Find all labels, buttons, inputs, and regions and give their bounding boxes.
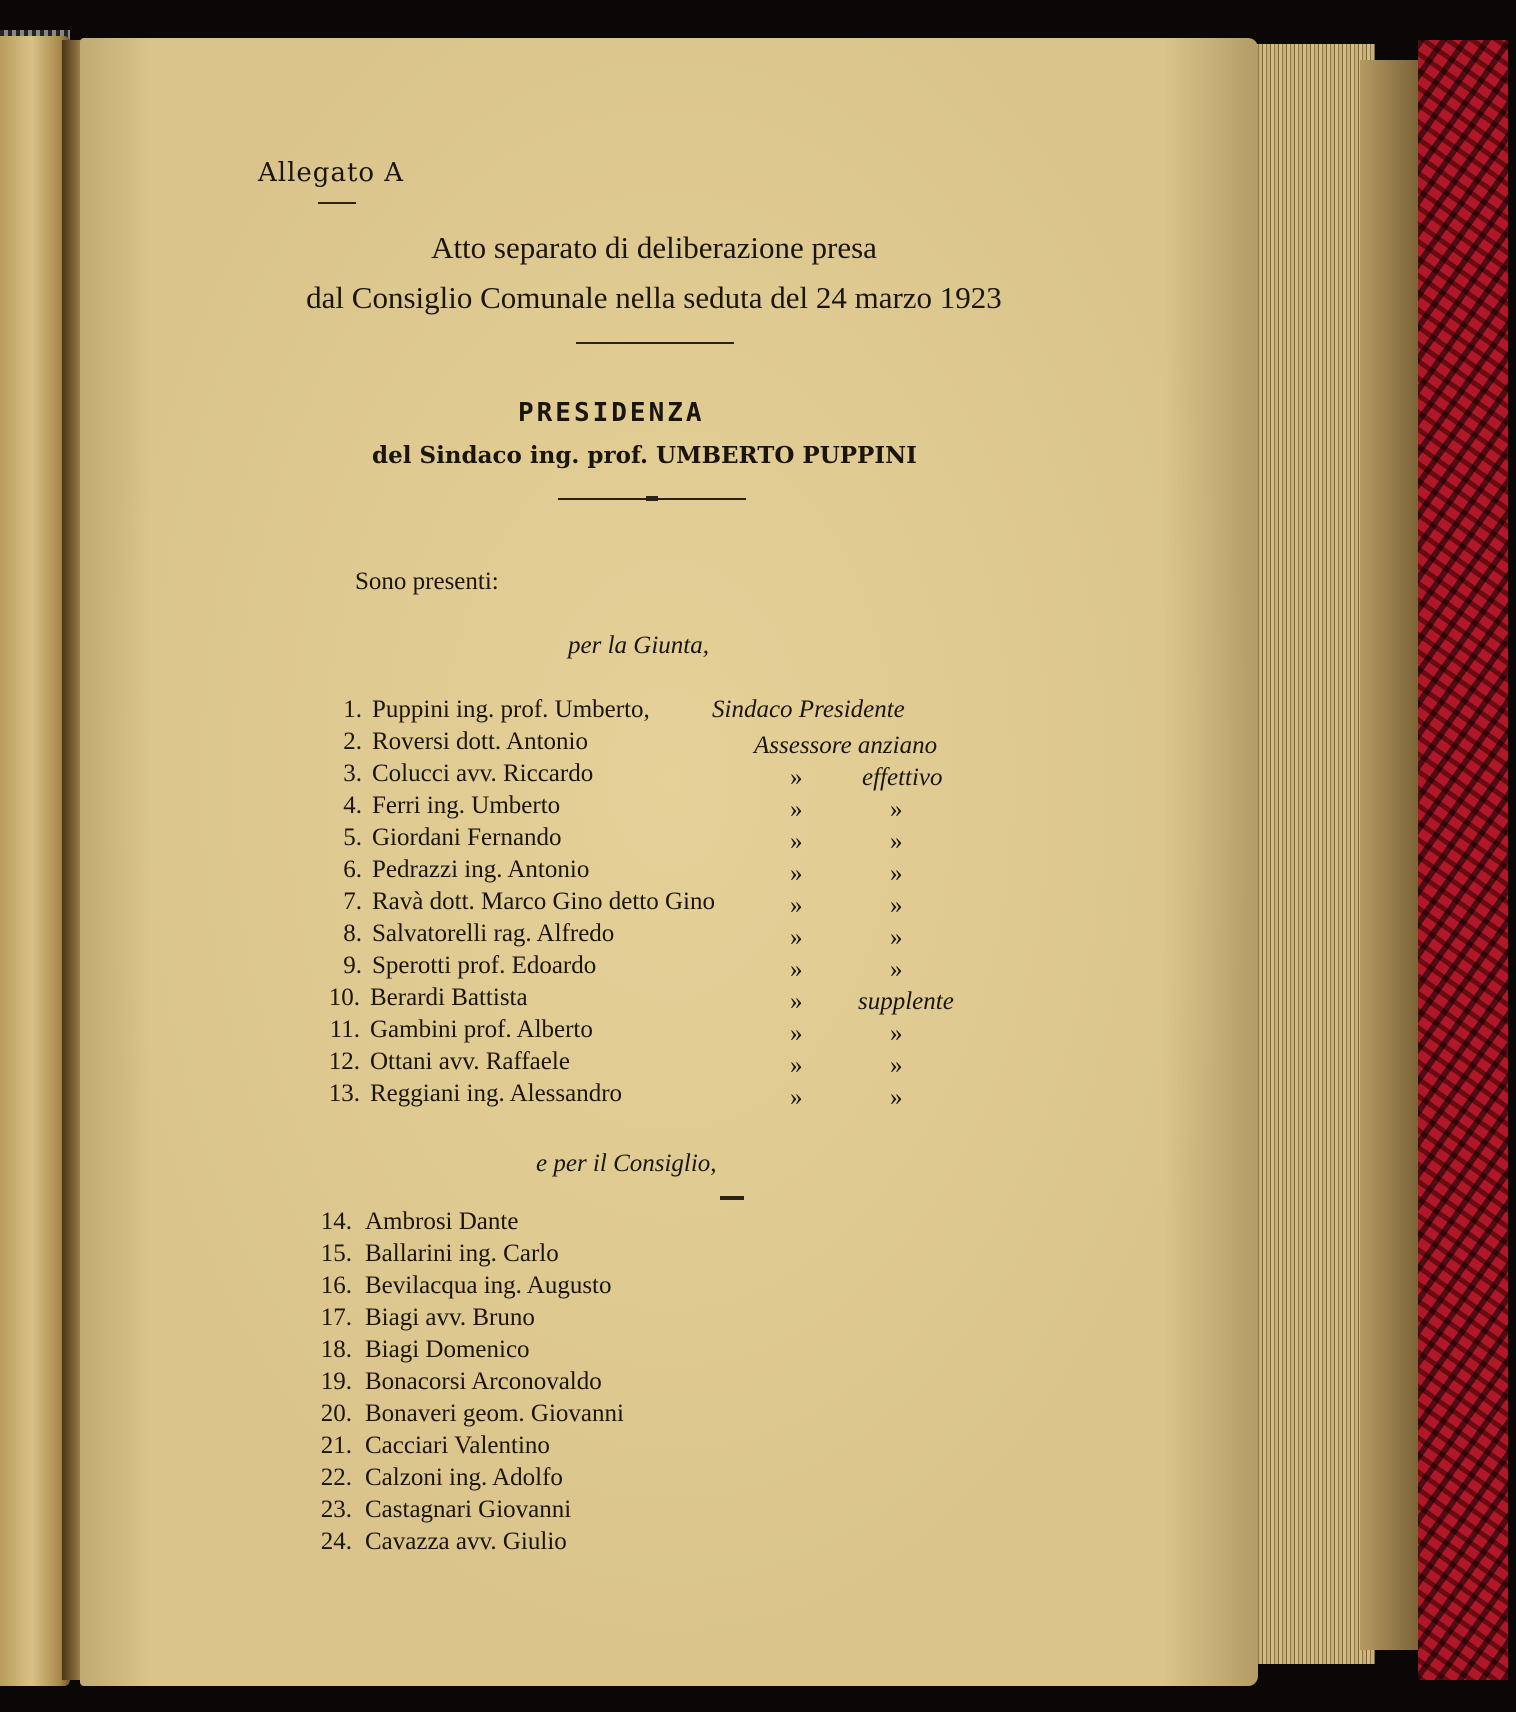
- giunta-member-name: Colucci avv. Riccardo: [372, 760, 594, 787]
- giunta-member-name: Berardi Battista: [370, 984, 528, 1011]
- consiglio-member-name: Biagi Domenico: [365, 1336, 530, 1363]
- marbled-cover: [1418, 40, 1508, 1680]
- giunta-member-number: 9.: [343, 952, 362, 979]
- giunta-role-title: Assessore anziano: [754, 732, 938, 759]
- giunta-member-number: 2.: [343, 728, 362, 755]
- consiglio-heading: e per il Consiglio,: [536, 1150, 717, 1177]
- giunta-member-number: 3.: [343, 760, 362, 787]
- consiglio-member-name: Biagi avv. Bruno: [365, 1304, 535, 1331]
- consiglio-member-number: 18.: [320, 1336, 352, 1363]
- ditto-mark: »: [790, 828, 803, 855]
- ditto-mark: »: [890, 860, 903, 887]
- giunta-member-number: 10.: [328, 984, 360, 1011]
- divider-dot: [646, 496, 658, 501]
- consiglio-member-name: Bevilacqua ing. Augusto: [365, 1272, 612, 1299]
- consiglio-member-number: 14.: [320, 1208, 352, 1235]
- ditto-mark: »: [790, 988, 803, 1015]
- ditto-mark: »: [790, 956, 803, 983]
- giunta-member-name: Sperotti prof. Edoardo: [372, 952, 597, 979]
- consiglio-member-name: Castagnari Giovanni: [365, 1496, 572, 1523]
- giunta-member-number: 7.: [343, 888, 362, 915]
- consiglio-member-name: Bonaveri geom. Giovanni: [365, 1400, 624, 1427]
- giunta-status: effettivo: [862, 764, 943, 791]
- consiglio-member-name: Cacciari Valentino: [365, 1432, 550, 1459]
- ditto-mark: »: [890, 956, 903, 983]
- allegato-heading: Allegato A: [258, 158, 405, 188]
- consiglio-member-number: 20.: [320, 1400, 352, 1427]
- ditto-mark: »: [890, 1020, 903, 1047]
- ditto-mark: »: [790, 1084, 803, 1111]
- giunta-member-name: Gambini prof. Alberto: [370, 1016, 593, 1043]
- ditto-mark: »: [890, 1084, 903, 1111]
- ditto-mark: »: [790, 1052, 803, 1079]
- consiglio-member-number: 17.: [320, 1304, 352, 1331]
- title-line-2: dal Consiglio Comunale nella seduta del 24 marzo 1923: [306, 280, 1002, 315]
- giunta-member-name: Roversi dott. Antonio: [372, 728, 588, 755]
- left-page-edge: [0, 36, 70, 1686]
- ditto-mark: »: [890, 892, 903, 919]
- giunta-status: supplente: [858, 988, 954, 1015]
- consiglio-member-number: 21.: [320, 1432, 352, 1459]
- giunta-member-name: Puppini ing. prof. Umberto,: [372, 696, 650, 723]
- section-dash: [720, 1196, 744, 1200]
- giunta-member-number: 8.: [343, 920, 362, 947]
- consiglio-member-name: Bonacorsi Arconovaldo: [365, 1368, 602, 1395]
- title-divider: [576, 342, 734, 344]
- ditto-mark: »: [790, 796, 803, 823]
- giunta-member-number: 5.: [343, 824, 362, 851]
- ditto-mark: »: [790, 764, 803, 791]
- giunta-role-title: Sindaco Presidente: [712, 696, 905, 723]
- giunta-member-name: Pedrazzi ing. Antonio: [372, 856, 590, 883]
- giunta-member-name: Giordani Fernando: [372, 824, 562, 851]
- consiglio-member-number: 23.: [320, 1496, 352, 1523]
- consiglio-member-name: Cavazza avv. Giulio: [365, 1528, 567, 1555]
- giunta-member-name: Reggiani ing. Alessandro: [370, 1080, 623, 1107]
- ditto-mark: »: [890, 796, 903, 823]
- page-edges-shadow: [1360, 60, 1420, 1650]
- consiglio-member-number: 22.: [320, 1464, 352, 1491]
- giunta-member-number: 12.: [328, 1048, 360, 1075]
- giunta-member-number: 4.: [343, 792, 362, 819]
- giunta-member-name: Ferri ing. Umberto: [372, 792, 561, 819]
- heading-underline: [318, 202, 356, 204]
- title-line-1: Atto separato di deliberazione presa: [431, 230, 877, 265]
- ditto-mark: »: [890, 1052, 903, 1079]
- presidenza-heading: PRESIDENZA: [518, 398, 705, 428]
- consiglio-member-name: Ambrosi Dante: [365, 1208, 519, 1235]
- ditto-mark: »: [790, 1020, 803, 1047]
- giunta-heading: per la Giunta,: [568, 632, 709, 659]
- consiglio-member-number: 16.: [320, 1272, 352, 1299]
- giunta-member-name: Ottani avv. Raffaele: [370, 1048, 570, 1075]
- page-edges: [1255, 44, 1375, 1664]
- ditto-mark: »: [790, 892, 803, 919]
- ditto-mark: »: [890, 828, 903, 855]
- giunta-member-number: 6.: [343, 856, 362, 883]
- consiglio-member-number: 24.: [320, 1528, 352, 1555]
- giunta-member-name: Ravà dott. Marco Gino detto Gino: [372, 888, 715, 915]
- ditto-mark: »: [790, 924, 803, 951]
- ditto-mark: »: [790, 860, 803, 887]
- sindaco-line: del Sindaco ing. prof. UMBERTO PUPPINI: [372, 442, 917, 469]
- giunta-member-number: 13.: [328, 1080, 360, 1107]
- consiglio-member-number: 15.: [320, 1240, 352, 1267]
- giunta-member-number: 1.: [343, 696, 362, 723]
- consiglio-member-name: Ballarini ing. Carlo: [365, 1240, 559, 1267]
- ditto-mark: »: [890, 924, 903, 951]
- sono-presenti: Sono presenti:: [355, 568, 499, 595]
- giunta-member-number: 11.: [329, 1016, 360, 1043]
- consiglio-member-number: 19.: [320, 1368, 352, 1395]
- consiglio-member-name: Calzoni ing. Adolfo: [365, 1464, 563, 1491]
- giunta-member-name: Salvatorelli rag. Alfredo: [372, 920, 615, 947]
